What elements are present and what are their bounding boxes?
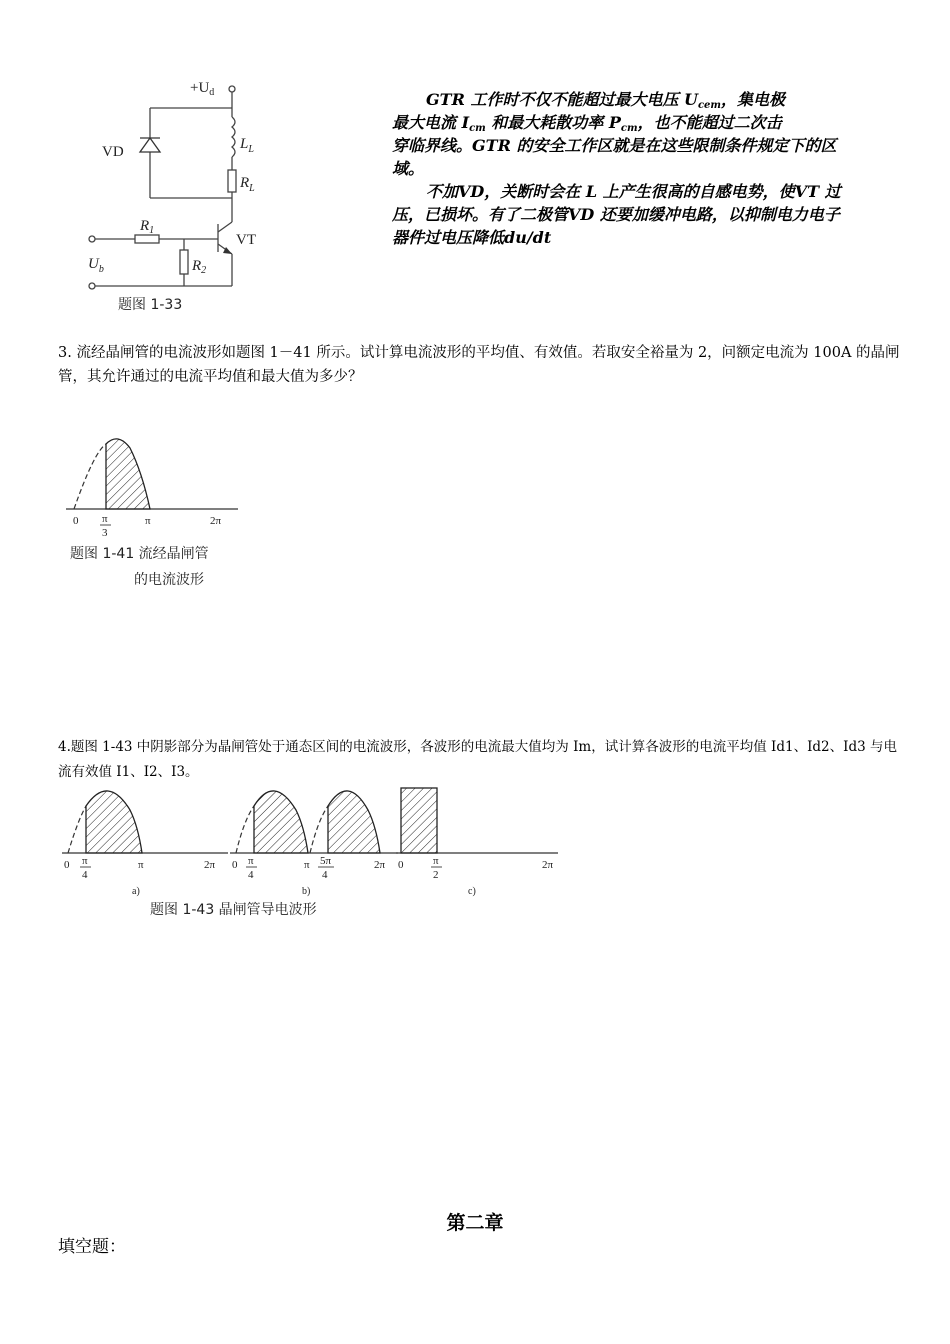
dashed-wave-b2: [310, 806, 328, 853]
b-tick-pi4-num: π: [248, 855, 254, 867]
diode-label: VD: [102, 144, 124, 160]
inductor-label: L: [240, 136, 249, 152]
supply-sub: d: [209, 87, 215, 98]
tick-2pi: 2π: [210, 515, 222, 527]
answer-line1b: ，集电极: [721, 90, 786, 109]
c-tick-pi2-den: 2: [433, 869, 439, 881]
a-tick-pi: π: [138, 859, 144, 871]
svg-text:R2: [191, 258, 206, 276]
answer-line2c: ，也不能超过二次击: [637, 113, 782, 132]
caption-1-41-line2: 的电流波形: [134, 572, 204, 588]
a-tick-pi4-num: π: [82, 855, 88, 867]
waveform-figure-1-43: [58, 780, 568, 925]
b-tick-5pi4-den: 4: [322, 869, 328, 881]
shaded-area-c: [401, 788, 437, 853]
label-b: b): [302, 886, 311, 897]
question-3: 3. 流经晶闸管的电流波形如题图 1－41 所示。试计算电流波形的平均值、有效值。若取安全裕量为 2，问额定电流为 100A 的晶闸管，其允许通过的电流平均值和最大值为多少？: [58, 345, 900, 385]
pcm-sub: cm: [620, 123, 638, 134]
caption-1-33: 题图 1-33: [118, 297, 183, 313]
b-tick-5pi4-num: 5π: [320, 855, 332, 867]
shaded-area-b1: [254, 791, 308, 853]
c-tick-0: 0: [398, 859, 404, 871]
b-tick-2pi: 2π: [374, 859, 386, 871]
r2-sub: 2: [201, 265, 207, 276]
answer-line1: GTR 工作时不仅不能超过最大电压 U: [426, 90, 698, 109]
waveform-figure-1-41: [58, 432, 248, 592]
tick-pi3-num: π: [102, 513, 108, 525]
svg-text:LL: [239, 136, 254, 155]
b-tick-pi: π: [304, 859, 310, 871]
b-tick-pi4-den: 4: [248, 869, 254, 881]
transistor-label: VT: [236, 232, 256, 248]
question-4: 4.题图 1-43 中阴影部分为晶闸管处于通态区间的电流波形，各波形的电流最大值均为 Im，试计算各波形的电流平均值 Id1、Id2、Id3 与电流有效值 I1、I2、I3。: [58, 739, 897, 780]
caption-1-43: 题图 1-43 晶闸管导电波形: [150, 902, 317, 918]
r1-label: R: [140, 218, 150, 234]
svg-text:+Ud: [190, 80, 214, 98]
dashed-wave-b1: [236, 806, 254, 853]
r2-label: R: [192, 258, 202, 274]
gtr-answer-text: [392, 88, 847, 249]
icm-sub: cm: [469, 123, 486, 134]
answer-line2: 最大电流 I: [392, 113, 470, 132]
input-sub: b: [98, 264, 104, 275]
shaded-conduction-area: [106, 439, 150, 509]
c-tick-pi2-num: π: [433, 855, 439, 867]
label-c: c): [468, 886, 476, 897]
caption-1-41-line1: 题图 1-41 流经晶闸管: [70, 546, 209, 562]
load-resistor-label: R: [240, 175, 250, 191]
shaded-area-b2: [328, 791, 380, 853]
tick-0: 0: [73, 515, 79, 527]
answer-line2b: 和最大耗散功率 P: [485, 113, 621, 132]
svg-text:RL: [239, 175, 255, 194]
a-tick-2pi: 2π: [204, 859, 216, 871]
svg-text:R1: [139, 218, 154, 236]
svg-text:Ub: [88, 256, 104, 275]
supply-label: +U: [190, 80, 210, 96]
shaded-area-a: [86, 791, 142, 853]
chapter-title: 第二章: [446, 1212, 504, 1234]
answer-paragraph-2: 不加VD，关断时会在 L 上产生很高的自感电势，使VT 过压，已损坏。有了二极管VD 还要加缓冲电路，以抑制电力电子器件过电压降低du/dt: [392, 182, 841, 247]
a-tick-pi4-den: 4: [82, 869, 88, 881]
dashed-wave-a: [68, 806, 86, 853]
label-a: a): [132, 886, 140, 897]
tick-pi3-den: 3: [102, 527, 108, 539]
load-resistor-sub: L: [249, 183, 255, 194]
circuit-figure-1-33: [80, 72, 280, 317]
r1-sub: 1: [149, 225, 155, 236]
c-tick-2pi: 2π: [542, 859, 554, 871]
answer-line3: 穿临界线。GTR 的安全工作区就是在这些限制条件规定下的区域。: [392, 136, 837, 178]
tick-pi: π: [145, 515, 151, 527]
a-tick-0: 0: [64, 859, 70, 871]
section-label-fill-in: 填空题：: [58, 1237, 126, 1257]
ucem-sub: cem: [697, 100, 722, 111]
input-label: U: [88, 256, 99, 272]
inductor-sub: L: [248, 144, 254, 155]
dashed-waveform: [74, 444, 106, 509]
b-tick-0: 0: [232, 859, 238, 871]
